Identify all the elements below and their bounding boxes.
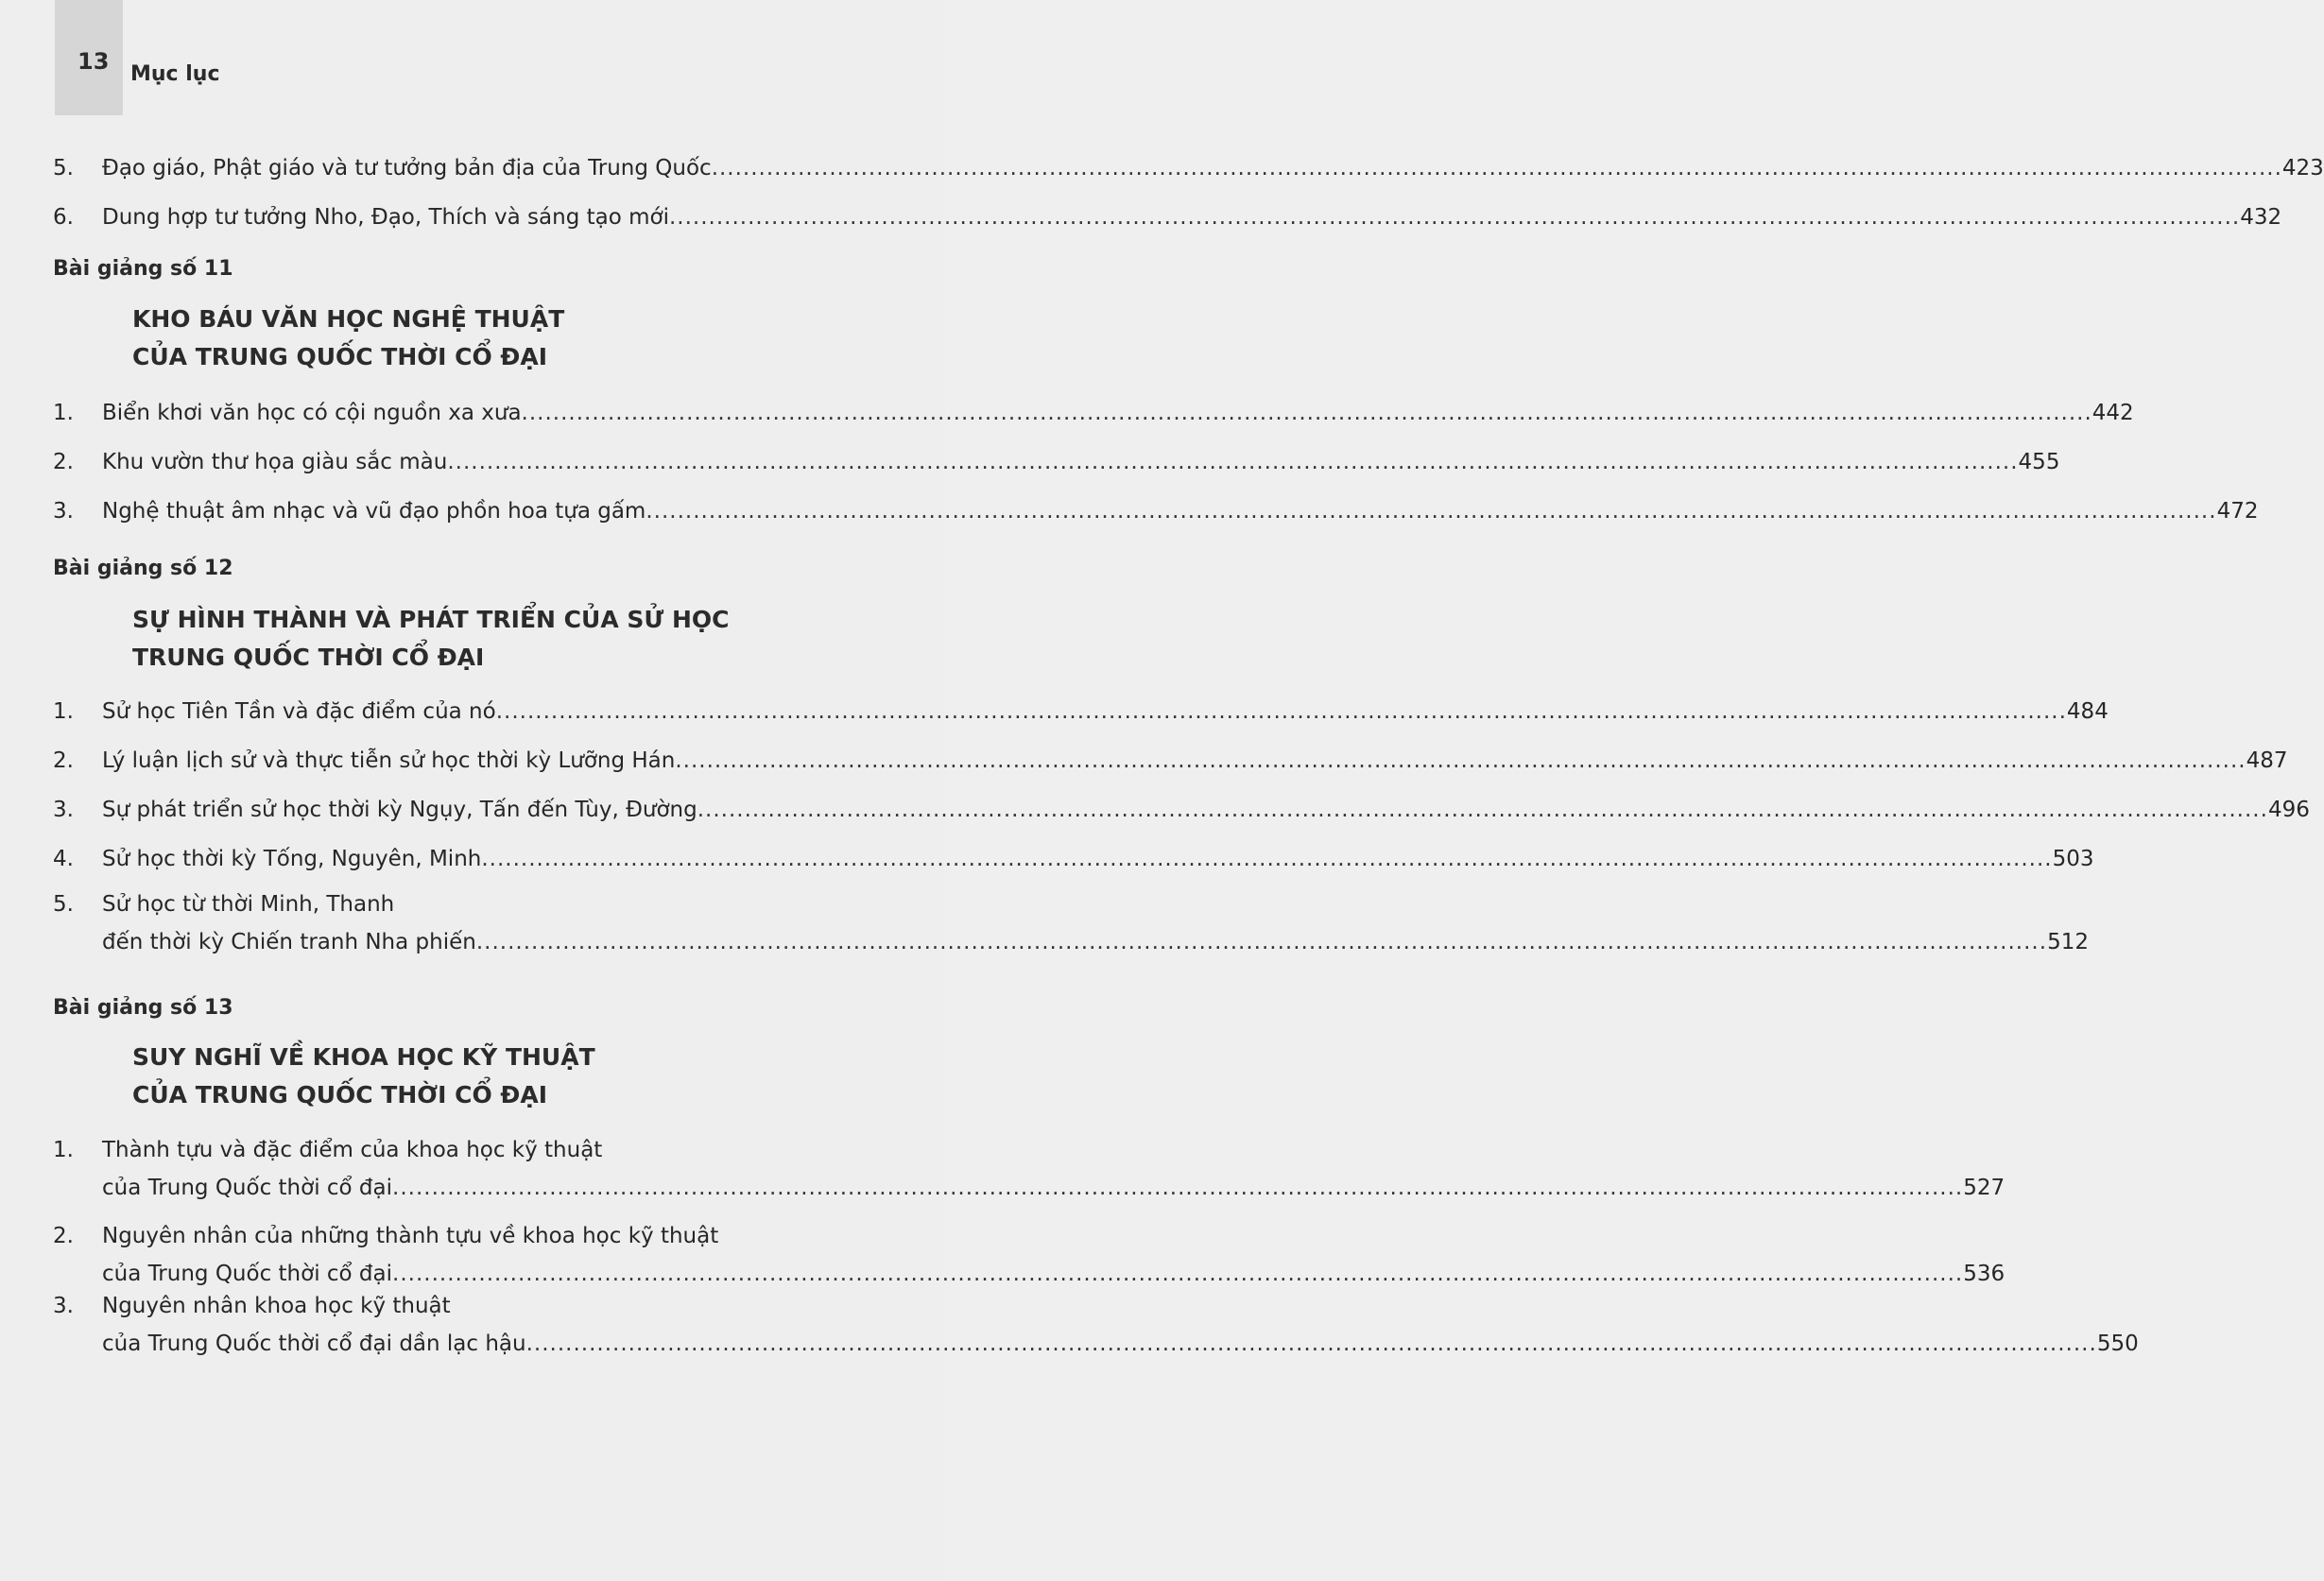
dot-leader: ........................................................................................................................................................................................................ bbox=[447, 450, 2019, 474]
toc-entry-page: 432 bbox=[2240, 205, 2282, 230]
dot-leader: ........................................................................................................................................................................................................ bbox=[481, 847, 2053, 871]
dot-leader: ........................................................................................................................................................................................................ bbox=[646, 499, 2217, 524]
lecture-title-line: CỦA TRUNG QUỐC THỜI CỔ ĐẠI bbox=[132, 343, 548, 370]
lecture-label: Bài giảng số 13 bbox=[53, 996, 233, 1020]
toc-entry-page: 512 bbox=[2047, 930, 2089, 954]
toc-entry-line bbox=[102, 203, 2282, 232]
toc-entry-line bbox=[102, 1174, 2006, 1202]
toc-entry-title: Khu vườn thư họa giàu sắc màu bbox=[102, 450, 448, 474]
dot-leader: ........................................................................................................................................................................................................ bbox=[711, 156, 2282, 180]
toc-entry-line bbox=[102, 1260, 2006, 1288]
dot-leader: ........................................................................................................................................................................................................ bbox=[675, 748, 2247, 773]
toc-entry-number: 5. bbox=[53, 892, 74, 917]
lecture-title-line: SUY NGHĨ VỀ KHOA HỌC KỸ THUẬT bbox=[132, 1043, 595, 1071]
lecture-title-line: CỦA TRUNG QUỐC THỜI CỔ ĐẠI bbox=[132, 1081, 548, 1108]
toc-entry-number: 3. bbox=[53, 1294, 74, 1318]
toc-entry-title: Lý luận lịch sử và thực tiễn sử học thời kỳ Lưỡng Hán bbox=[102, 748, 676, 773]
toc-entry-title: Đạo giáo, Phật giáo và tư tưởng bản địa của Trung Quốc bbox=[102, 156, 712, 180]
toc-entry-line bbox=[102, 448, 2060, 476]
dot-leader: ........................................................................................................................................................................................................ bbox=[495, 699, 2067, 724]
toc-entry-line bbox=[102, 154, 2324, 182]
dot-leader: ........................................................................................................................................................................................................ bbox=[392, 1262, 1964, 1286]
toc-entry-page: 496 bbox=[2267, 798, 2310, 822]
toc-entry-title: Nguyên nhân của những thành tựu về khoa học kỹ thuật bbox=[102, 1224, 719, 1248]
toc-entry-number: 1. bbox=[53, 1138, 74, 1162]
toc-entry-number: 1. bbox=[53, 699, 74, 724]
toc-entry-title: Sử học Tiên Tần và đặc điểm của nó bbox=[102, 699, 496, 724]
lecture-label: Bài giảng số 11 bbox=[53, 257, 233, 281]
dot-leader: ........................................................................................................................................................................................................ bbox=[521, 401, 2092, 425]
toc-entry-number: 2. bbox=[53, 748, 74, 773]
toc-entry-title: Sử học từ thời Minh, Thanh bbox=[102, 892, 395, 917]
toc-entry-page: 423 bbox=[2281, 156, 2324, 180]
toc-entry-page: 472 bbox=[2216, 499, 2259, 524]
dot-leader: ........................................................................................................................................................................................................ bbox=[525, 1332, 2097, 1356]
toc-entry-line bbox=[102, 747, 2288, 775]
toc-entry-line bbox=[102, 796, 2310, 824]
toc-entry-page: 503 bbox=[2052, 847, 2094, 871]
toc-entry-number: 5. bbox=[53, 156, 74, 180]
dot-leader: ........................................................................................................................................................................................................ bbox=[668, 205, 2241, 230]
toc-entry-number: 3. bbox=[53, 798, 74, 822]
toc-entry-number: 2. bbox=[53, 450, 74, 474]
toc-entry-line bbox=[102, 399, 2134, 427]
toc-entry-number: 6. bbox=[53, 205, 74, 230]
toc-entry-title: Biển khơi văn học có cội nguồn xa xưa bbox=[102, 401, 522, 425]
toc-entry-line bbox=[102, 928, 2089, 956]
toc-entry-number: 1. bbox=[53, 401, 74, 425]
toc-entry-title: của Trung Quốc thời cổ đại bbox=[102, 1176, 393, 1200]
running-title: Mục lục bbox=[130, 62, 220, 86]
lecture-title-line: KHO BÁU VĂN HỌC NGHỆ THUẬT bbox=[132, 305, 565, 333]
toc-entry-number: 4. bbox=[53, 847, 74, 871]
toc-entry-title: Dung hợp tư tưởng Nho, Đạo, Thích và sáng tạo mới bbox=[102, 205, 669, 230]
page-number: 13 bbox=[77, 48, 110, 75]
toc-entry-title: Nghệ thuật âm nhạc và vũ đạo phồn hoa tựa gấm bbox=[102, 499, 646, 524]
toc-entry-title: của Trung Quốc thời cổ đại bbox=[102, 1262, 393, 1286]
dot-leader: ........................................................................................................................................................................................................ bbox=[392, 1176, 1964, 1200]
toc-entry-page: 550 bbox=[2096, 1332, 2139, 1356]
toc-entry-line bbox=[102, 697, 2109, 726]
toc-entry-title: Nguyên nhân khoa học kỹ thuật bbox=[102, 1294, 451, 1318]
dot-leader: ........................................................................................................................................................................................................ bbox=[697, 798, 2268, 822]
toc-entry-line bbox=[102, 845, 2094, 873]
toc-entry-page: 442 bbox=[2092, 401, 2134, 425]
lecture-title-line: TRUNG QUỐC THỜI CỔ ĐẠI bbox=[132, 644, 485, 671]
toc-entry-title: Sử học thời kỳ Tống, Nguyên, Minh bbox=[102, 847, 482, 871]
toc-entry-line bbox=[102, 497, 2259, 525]
toc-entry-number: 3. bbox=[53, 499, 74, 524]
toc-entry-title: đến thời kỳ Chiến tranh Nha phiến bbox=[102, 930, 476, 954]
toc-entry-page: 527 bbox=[1963, 1176, 2006, 1200]
dot-leader: ........................................................................................................................................................................................................ bbox=[475, 930, 2048, 954]
toc-entry-number: 2. bbox=[53, 1224, 74, 1248]
lecture-label: Bài giảng số 12 bbox=[53, 557, 233, 580]
toc-entry-page: 484 bbox=[2066, 699, 2109, 724]
toc-entry-page: 536 bbox=[1963, 1262, 2006, 1286]
lecture-title-line: SỰ HÌNH THÀNH VÀ PHÁT TRIỂN CỦA SỬ HỌC bbox=[132, 606, 730, 633]
toc-entry-page: 487 bbox=[2246, 748, 2288, 773]
toc-entry-title: của Trung Quốc thời cổ đại dần lạc hậu bbox=[102, 1332, 526, 1356]
toc-entry-title: Thành tựu và đặc điểm của khoa học kỹ thuật bbox=[102, 1138, 603, 1162]
toc-entry-title: Sự phát triển sử học thời kỳ Ngụy, Tấn đến Tùy, Đường bbox=[102, 798, 697, 822]
toc-entry-line bbox=[102, 1330, 2139, 1358]
toc-entry-page: 455 bbox=[2018, 450, 2060, 474]
